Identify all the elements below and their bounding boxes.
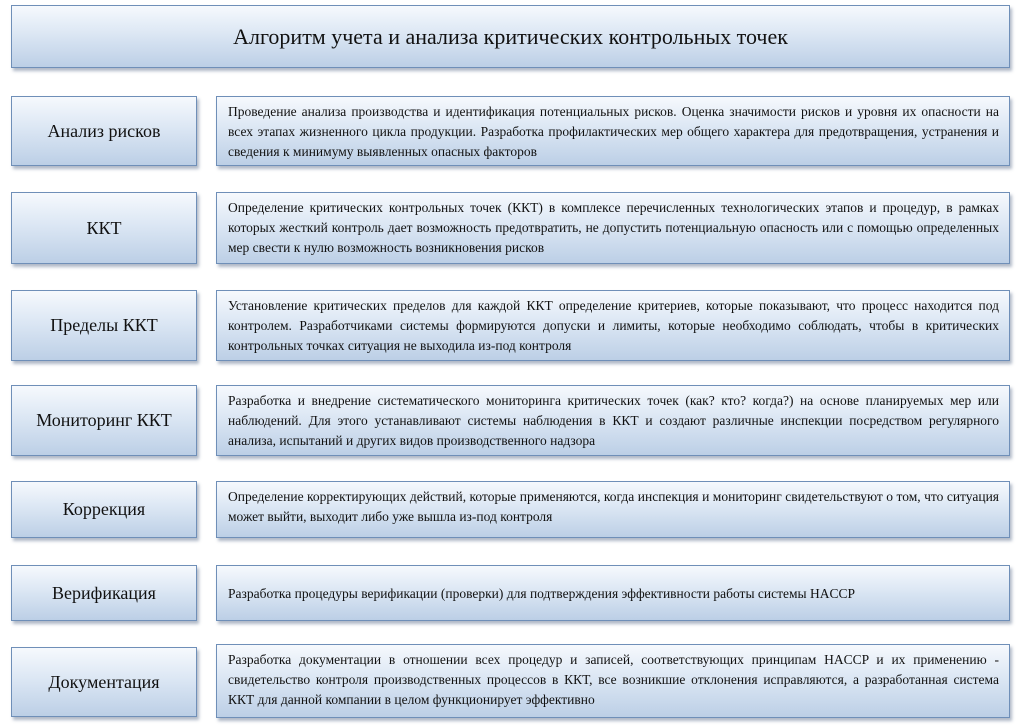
- step-label-correction: Коррекция: [11, 481, 197, 538]
- step-label-documentation: Документация: [11, 647, 197, 717]
- step-description-risk-analysis: Проведение анализа производства и идентификация потенциальных рисков. Оценка значимости рисков и уровня их опасности на всех этапах жизненного цикла продукции. Разработка профилактических мер общего характера для предотвращения, устранения и сведения к минимуму выявленных опасных факторов: [216, 96, 1010, 166]
- step-description-ccp-limits: Установление критических пределов для каждой ККТ определение критериев, которые показывают, что процесс находится под контролем. Разработчиками системы формируются допуски и лимиты, которые необходимо соблюдать, чтобы в критических контрольных точках ситуация не выходила из-под контроля: [216, 290, 1010, 361]
- step-description-documentation: Разработка документации в отношении всех процедур и записей, соответствующих принципам HACCP и их применению - свидетельство контроля производственных процессов в ККТ, все возникшие отклонения исправляются, а разработанная система ККТ для данной компании в целом функционирует эффективно: [216, 644, 1010, 718]
- step-label-ccp-limits: Пределы ККТ: [11, 290, 197, 361]
- step-label-risk-analysis: Анализ рисков: [11, 96, 197, 166]
- diagram-title: Алгоритм учета и анализа критических контрольных точек: [11, 5, 1010, 68]
- step-description-correction: Определение корректирующих действий, которые применяются, когда инспекция и мониторинг свидетельствуют о том, что ситуация может выйти, выходит либо уже вышла из-под контроля: [216, 481, 1010, 538]
- step-description-verification: Разработка процедуры верификации (проверки) для подтверждения эффективности работы системы HACCP: [216, 565, 1010, 621]
- step-label-ccp-monitoring: Мониторинг ККТ: [11, 385, 197, 456]
- step-description-ccp-monitoring: Разработка и внедрение систематического мониторинга критических точек (как? кто? когда?) на основе планируемых мер или наблюдений. Для этого устанавливают системы наблюдения в ККТ и создают различные инспекции посредством регулярного анализа, испытаний и других видов производственного надзора: [216, 385, 1010, 456]
- step-description-ccp: Определение критических контрольных точек (ККТ) в комплексе перечисленных технологических этапов и процедур, в рамках которых жесткий контроль дает возможность предотвратить, не допустить потенциальную опасность или с помощью определенных мер свести к нулю возможность возникновения рисков: [216, 192, 1010, 264]
- step-label-verification: Верификация: [11, 565, 197, 621]
- step-label-ccp: ККТ: [11, 192, 197, 264]
